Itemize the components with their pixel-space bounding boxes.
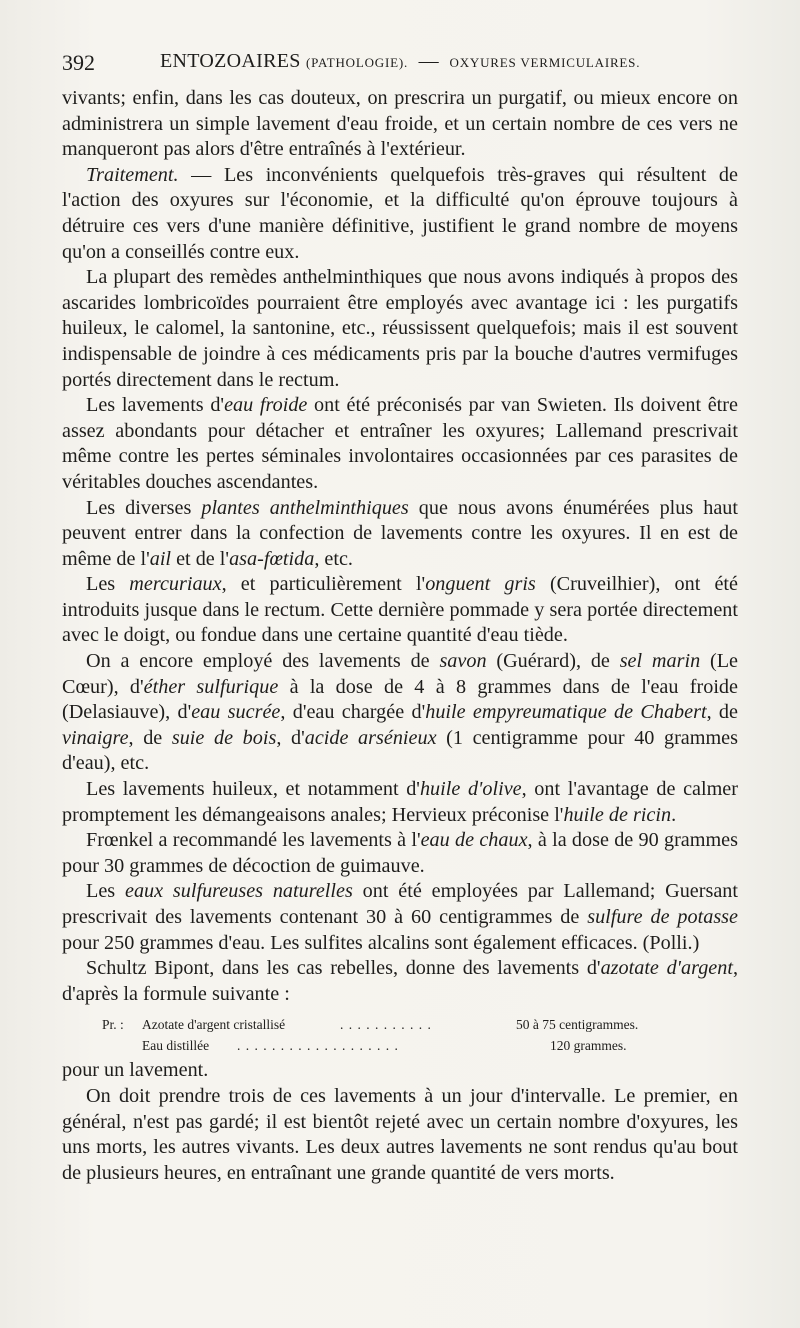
text-run: — Les inconvénients quelquefois très-graves qui résultent de l'action des oxyures sur l'économie, et la difficulté qu'on éprouve toujours à détruire ces vers d'une manière définitive, justifient le grand nombre de moyens qu'on a conseillés contre eux. [62,163,738,263]
italic-text: vinaigre [62,726,129,749]
text-run: Les diverses [86,496,202,519]
italic-text: eau de chaux [420,829,528,852]
text-run: , ont l'avantage de calmer promptement les démangeaisons anales; Hervieux préconise l' [62,778,738,826]
italic-text: huile empyreumatique de Chabert [425,701,707,724]
text-run: , d'eau chargée d' [280,701,426,724]
running-header [62,50,738,80]
text-run: ont été employées par Lallemand; Guersant prescrivait des lavements contenant 30 à 60 centigrammes de [62,880,738,928]
text-run: . [671,803,677,826]
text-run: (Le Cœur), d' [62,650,739,698]
paragraph [62,649,738,777]
paragraph [62,572,738,649]
recipe-prefix: Pr. : [102,1017,124,1033]
italic-text: Traitement. [86,163,179,186]
recipe-label-1: Azotate d'argent cristallisé [142,1017,286,1033]
italic-text: eaux sulfureuses naturelles [124,880,353,903]
text-run: à la dose de 4 à 8 grammes dans de l'eau froide (Delasiauve), d' [62,675,738,724]
text-run: , d'après la formule suivante : [62,957,738,1005]
text-run: que nous avons énumérées plus haut peuvent entrer dans la confection de lavements contre les oxyures. Il en est de même de l' [62,496,739,570]
recipe-dots-1: . . . . . . . . . . . [340,1017,432,1033]
italic-text: onguent gris [425,573,536,596]
italic-text: sulfure de potasse [587,906,738,928]
italic-text: azotate d'argent [600,957,733,980]
text-run: On a encore employé des lavements de [86,650,440,673]
text-run: , de [128,726,172,749]
paragraph [62,393,738,495]
italic-text: plantes anthelminthiques [201,496,409,519]
paragraph [62,956,738,1007]
recipe-dots-2: . . . . . . . . . . . . . . . . . . . [237,1038,399,1054]
paragraph [62,265,738,393]
italic-text: mercuriaux [129,573,222,596]
paragraph [62,86,738,163]
recipe-row-2 [62,1035,738,1056]
italic-text: éther sulfurique [143,675,279,698]
text-run: pour un lavement. [62,1059,209,1082]
paragraph [62,879,738,956]
text-run: Les [86,880,125,903]
text-run: , etc. [314,547,353,570]
italic-text: huile d'olive [419,778,522,801]
text-run: , d' [276,726,305,749]
text-run: vivants; enfin, dans les cas douteux, on prescrira un purgatif, ou mieux encore on administrera un simple lavement d'eau froide, et un certain nombre de ces vers ne manqueront pas alors d'être entraînés à l'extérieur. [62,87,738,161]
running-title-paren: (PATHOLOGIE). [306,55,409,70]
paragraph [62,828,738,879]
text-run: , et particulièrement l' [221,573,426,596]
text-run: Schultz Bipont, dans les cas rebelles, donne des lavements d' [86,957,601,980]
italic-text: ail [149,547,172,570]
text-run: Les [86,573,130,596]
text-run: pour 250 grammes d'eau. Les sulfites alcalins sont également efficaces. (Polli.) [62,931,700,954]
text-run: Les lavements huileux, et notamment d' [86,778,420,801]
italic-text: eau froide [224,394,308,417]
recipe-label-2: Eau distillée [142,1038,210,1054]
italic-text: acide arsénieux [304,726,437,749]
text-run: On doit prendre trois de ces lavements à un jour d'intervalle. Le premier, en général, n'est pas gardé; il est bientôt rejeté avec un certain nombre d'oxyures, les uns morts, les autres vivants. Les deux autres lavements ne sont rendus qu'au bout de plusieurs heures, en entraînant une grande quantité de vers morts. [62,1084,738,1184]
italic-text: sel marin [619,650,701,673]
paragraph [62,777,738,828]
text-run: , de [706,701,738,724]
paragraph [62,163,738,265]
text-run: ont été préconisés par van Swieten. Ils doivent être assez abondants pour détacher et entraîner les oxyures; Lallemand prescrivait même contre les pertes séminales involontaires occasionnées par ces parasites de véritables douches ascendantes. [62,394,738,493]
running-title-sub: OXYURES VERMICULAIRES. [449,55,641,70]
text-run: (Cruveilhier), ont été introduits jusque dans le rectum. Cette dernière pommade y sera portée directement avec le doigt, ou fondue dans une certaine quantité d'eau tiède. [62,573,738,647]
italic-text: huile de ricin [563,803,672,826]
italic-text: asa-fœtida [229,547,315,570]
italic-text: savon [439,650,487,673]
text-run: Les lavements d' [86,394,225,417]
paragraph [62,496,738,573]
closing-paragraphs [62,1058,738,1186]
italic-text: eau sucrée [191,701,281,724]
page-body [62,86,738,1186]
paragraphs [62,86,738,1007]
recipe-qty-2: 120 grammes. [550,1038,627,1054]
text-run: La plupart des remèdes anthelminthiques que nous avons indiqués à propos des ascarides lombricoïdes pourraient être employés avec avantage ici : les purgatifs huileux, le calomel, la santonine, etc., réussissent quelquefois; mais il est souvent indispensable de joindre à ces médicaments pris par la bouche d'autres vermifuges portés directement dans le rectum. [62,266,738,391]
paragraph [62,1058,738,1084]
running-title-dash: — [418,50,439,72]
recipe-qty-1: 50 à 75 centigrammes. [516,1017,639,1033]
running-title [160,50,640,73]
paragraph [62,1084,738,1186]
text-run: , à la dose de 90 grammes pour 30 grammes de décoction de guimauve. [62,829,738,877]
text-run: et de l' [171,547,230,570]
running-title-main: ENTOZOAIRES [160,50,301,72]
recipe-formula [62,1014,738,1056]
page-number: 392 [62,50,95,75]
text-run: Frœnkel a recommandé les lavements à l' [86,829,421,852]
text-run: (1 centigramme pour 40 grammes d'eau), etc. [62,726,738,775]
recipe-row-1 [62,1014,738,1035]
text-run: (Guérard), de [486,650,620,673]
italic-text: suie de bois [171,726,277,749]
